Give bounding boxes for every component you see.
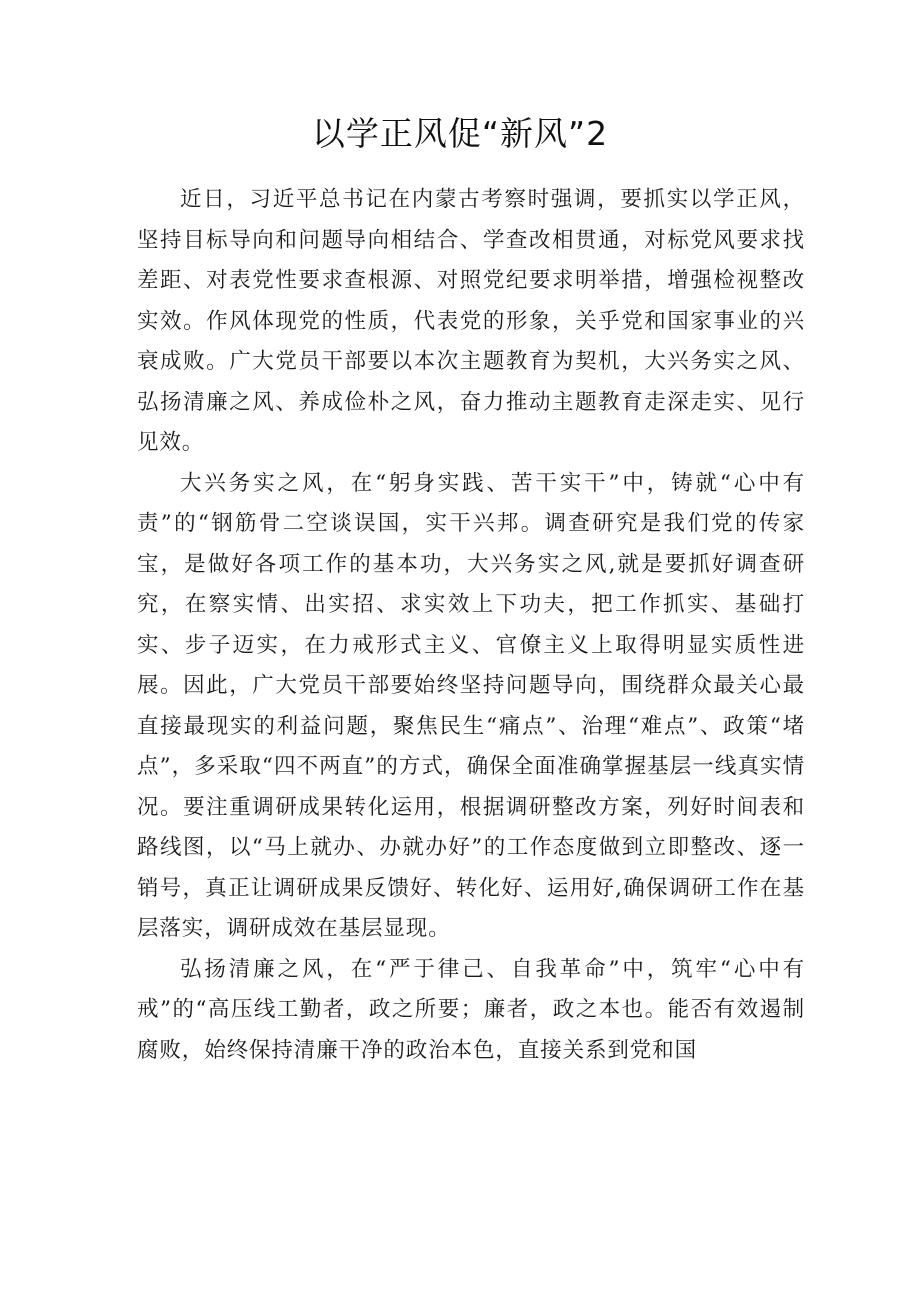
paragraph-integrity-style: 弘扬清廉之风，在“严于律己、自我革命”中，筑牢“心中有戒”的“高压线工勤者，政之所要；廉者，政之本也。能否有效遏制腐败，始终保持清廉干净的政治本色，直接关系到党和国 xyxy=(137,956,805,1063)
document-title: 以学正风促“新风”2 xyxy=(311,114,609,153)
document-body xyxy=(137,180,805,1071)
paragraph-intro: 近日，习近平总书记在内蒙古考察时强调，要抓实以学正风，坚持目标导向和问题导向相结合、学查改相贯通，对标党风要求找差距、对表党性要求查根源、对照党纪要求明举措，增强检视整改实效。作风体现党的性质，代表党的形象，关乎党和国家事业的兴衰成败。广大党员干部要以本次主题教育为契机，大兴务实之风、弘扬清廉之风、养成俭朴之风，奋力推动主题教育走深走实、见行见效。 xyxy=(137,187,805,455)
paragraph-pragmatic-style: 大兴务实之风，在“躬身实践、苦干实干”中，铸就“心中有责”的“钢筋骨二空谈误国，实干兴邦。调查研究是我们党的传家宝，是做好各项工作的基本功，大兴务实之风,就是要抓好调查研究，在察实情、出实招、求实效上下功夫，把工作抓实、基础打实、步子迈实，在力戒形式主义、官僚主义上取得明显实质性进展。因此，广大党员干部要始终坚持问题导向，围绕群众最关心最直接最现实的利益问题，聚焦民生“痛点”、治理“难点”、政策“堵点”，多采取“四不两直”的方式，确保全面准确掌握基层一线真实情况。要注重调研成果转化运用，根据调研整改方案，列好时间表和路线图，以“马上就办、办就办好”的工作态度做到立即整改、逐一销号，真正让调研成果反馈好、转化好、运用好,确保调研工作在基层落实，调研成效在基层显现。 xyxy=(137,470,805,941)
